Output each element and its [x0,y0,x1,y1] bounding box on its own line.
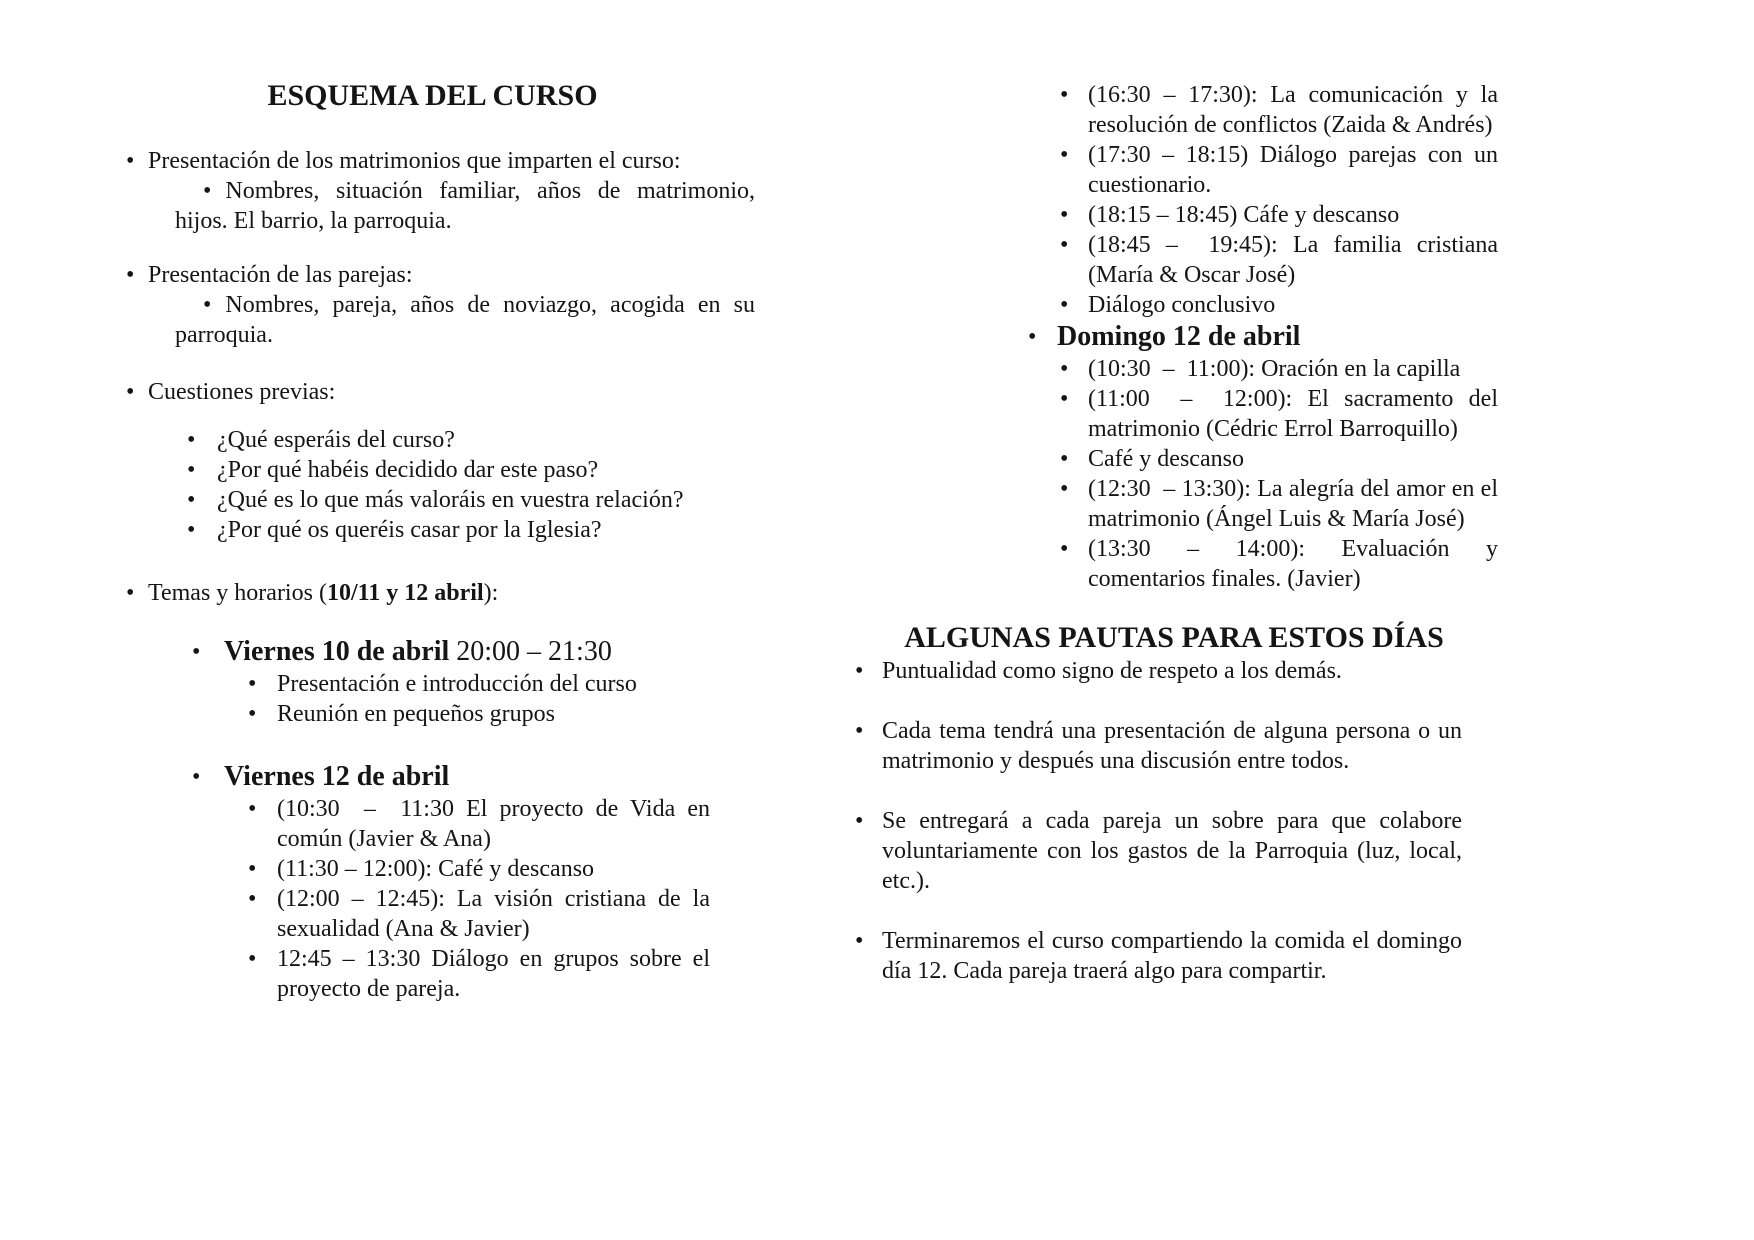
schedule-item [850,534,1498,594]
list-item-text: Cuestiones previas: [148,379,336,405]
schedule-item-text: (11:00 – 12:00): El sacramento del matrimonio (Cédric Errol Barroquillo) [1088,386,1498,442]
question-text: ¿Qué es lo que más valoráis en vuestra relación? [217,487,684,513]
bullet-marker: • [1060,476,1069,502]
section-presentacion-matrimonios [110,146,755,236]
pautas-list [850,656,1498,986]
schedule-item-text: (13:30 – 14:00): Evaluación y comentarios finales. (Javier) [1088,536,1498,592]
schedule-item [110,669,755,699]
bullet-marker: • [855,658,864,684]
temas-suffix: ): [483,580,499,606]
bullet-marker: • [1060,536,1069,562]
bullet-marker: • [126,148,135,174]
list-item [110,176,755,236]
question-text: ¿Por qué os queréis casar por la Iglesia? [217,517,602,543]
list-item-text: Nombres, situación familiar, años de matrimonio, hijos. El barrio, la parroquia. [175,178,755,234]
list-item [110,290,755,350]
bullet-marker: • [1060,82,1069,108]
day-header-domingo-12 [850,320,1498,354]
schedule-item-text: (18:45 – 19:45): La familia cristiana (María & Oscar José) [1088,232,1498,288]
pauta-text: Se entregará a cada pareja un sobre para que colabore voluntariamente con los gastos de la Parroquia (luz, local, etc.). [882,808,1462,894]
question-item [110,455,755,485]
question-text: ¿Qué esperáis del curso? [217,427,455,453]
bullet-marker: • [248,946,257,972]
bullet-marker: • [1060,292,1069,318]
bullet-marker: • [203,292,212,318]
pauta-text: Terminaremos el curso compartiendo la comida el domingo día 12. Cada pareja traerá algo para compartir. [882,928,1462,984]
schedule-sabado-continuation [850,80,1498,320]
schedule-item [850,444,1498,474]
bullet-marker: • [248,856,257,882]
question-item [110,515,755,545]
pauta-item [850,926,1498,986]
schedule-item [110,944,755,1004]
left-column [110,78,755,1004]
schedule-item [850,384,1498,444]
schedule-item [850,140,1498,200]
bullet-marker: • [187,427,196,453]
bullet-marker: • [855,718,864,744]
schedule-viernes-12 [110,760,755,1004]
list-item [110,260,755,290]
list-item-text: Presentación de las parejas: [148,262,413,288]
schedule-item-text: (18:15 – 18:45) Cáfe y descanso [1088,202,1400,228]
temas-dates: 10/11 y 12 abril [326,580,484,606]
day-title: Viernes 10 de abril [224,636,450,667]
schedule-item-text: Diálogo conclusivo [1088,292,1276,318]
schedule-item-text: Café y descanso [1088,446,1244,472]
schedule-item [850,474,1498,534]
schedule-item [110,794,755,854]
bullet-marker: • [1060,202,1069,228]
schedule-item [850,200,1498,230]
bullet-marker: • [192,639,201,665]
day-title: Viernes 12 de abril [224,761,450,792]
list-item [110,146,755,176]
pauta-item [850,656,1498,686]
bullet-marker: • [192,764,201,790]
course-outline-title: ESQUEMA DEL CURSO [267,79,598,112]
bullet-marker: • [1060,232,1069,258]
bullet-marker: • [248,671,257,697]
bullet-marker: • [126,262,135,288]
schedule-item-text: 12:45 – 13:30 Diálogo en grupos sobre el proyecto de pareja. [277,946,710,1002]
pauta-text: Puntualidad como signo de respeto a los demás. [882,658,1342,684]
day-title: Domingo 12 de abril [1057,321,1301,352]
right-column [850,80,1498,986]
schedule-item-text: (12:30 – 13:30): La alegría del amor en el matrimonio (Ángel Luis & María José) [1088,476,1498,532]
bullet-marker: • [1060,386,1069,412]
bullet-marker: • [855,808,864,834]
bullet-marker: • [248,886,257,912]
bullet-marker: • [1060,356,1069,382]
bullet-marker: • [126,580,135,606]
bullet-marker: • [187,457,196,483]
bullet-marker: • [203,178,212,204]
bullet-marker: • [248,701,257,727]
list-item-text: Presentación de los matrimonios que imparten el curso: [148,148,681,174]
schedule-item-text: (10:30 – 11:00): Oración en la capilla [1088,356,1461,382]
bullet-marker: • [855,928,864,954]
bullet-marker: • [187,487,196,513]
schedule-item-text: Reunión en pequeños grupos [277,701,555,727]
section-presentacion-parejas [110,260,755,350]
questions-list [110,425,755,545]
schedule-domingo-12 [850,320,1498,594]
schedule-item-text: (10:30 – 11:30 El proyecto de Vida en común (Javier & Ana) [277,796,710,852]
pauta-text: Cada tema tendrá una presentación de alguna persona o un matrimonio y después una discusión entre todos. [882,718,1462,774]
day-header-viernes-12 [110,760,755,794]
question-item [110,425,755,455]
schedule-item-text: (16:30 – 17:30): La comunicación y la resolución de conflictos (Zaida & Andrés) [1088,82,1498,138]
bullet-marker: • [1028,324,1037,350]
bullet-marker: • [126,379,135,405]
list-item-text: Nombres, pareja, años de noviazgo, acogida en su parroquia. [175,292,755,348]
schedule-item-text: (12:00 – 12:45): La visión cristiana de la sexualidad (Ana & Javier) [277,886,710,942]
bullet-marker: • [187,517,196,543]
schedule-item [110,699,755,729]
list-item-temas-horarios [110,578,755,608]
bullet-marker: • [1060,142,1069,168]
bullet-marker: • [248,796,257,822]
question-text: ¿Por qué habéis decidido dar este paso? [217,457,599,483]
day-header-viernes-10 [110,635,755,669]
schedule-item [110,854,755,884]
day-time-range: 20:00 – 21:30 [449,636,612,667]
schedule-item [850,80,1498,140]
schedule-item-text: Presentación e introducción del curso [277,671,637,697]
schedule-item [850,290,1498,320]
temas-prefix: Temas y horarios ( [148,580,327,606]
schedule-item-text: (17:30 – 18:15) Diálogo parejas con un cuestionario. [1088,142,1498,198]
schedule-viernes-10 [110,635,755,729]
pauta-item [850,716,1498,776]
schedule-item [110,884,755,944]
question-item [110,485,755,515]
bullet-marker: • [1060,446,1069,472]
schedule-item [850,230,1498,290]
pauta-item [850,806,1498,896]
schedule-item [850,354,1498,384]
pautas-title: ALGUNAS PAUTAS PARA ESTOS DÍAS [904,621,1444,654]
list-item-cuestiones-previas [110,377,755,407]
schedule-item-text: (11:30 – 12:00): Café y descanso [277,856,595,882]
